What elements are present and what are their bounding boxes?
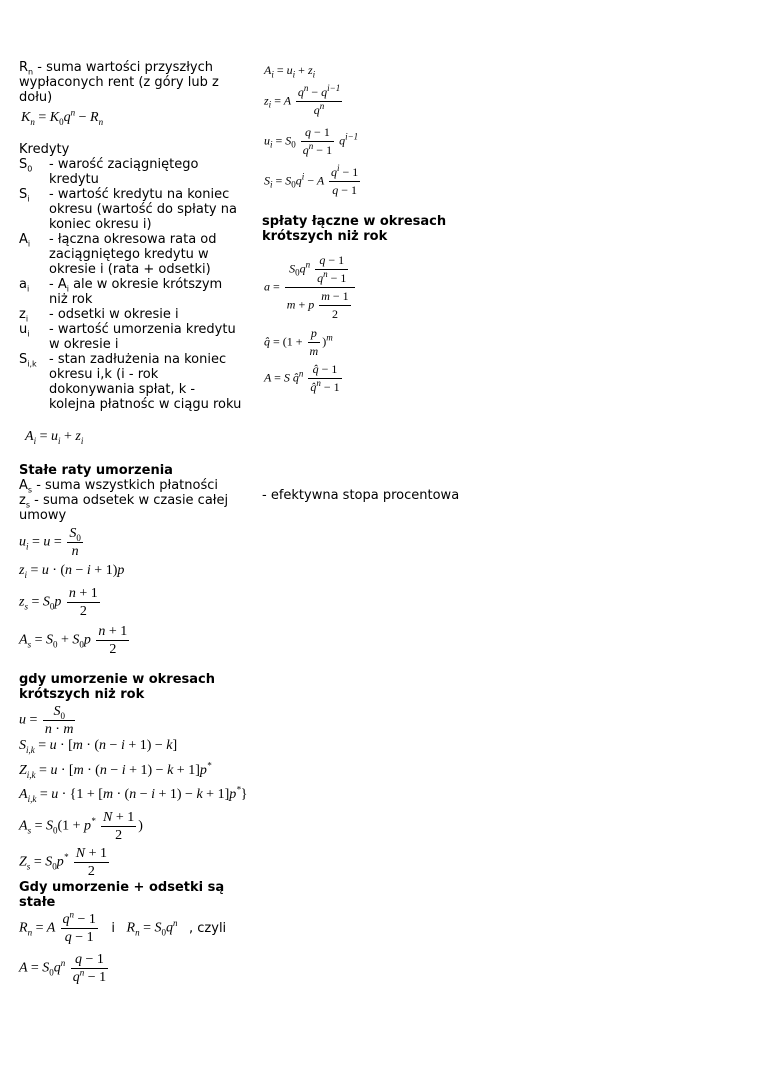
formula-a-short: a = $S_0q^n$ $\frac{q - 1}{q^n - 1}$ m + p $\frac{m - 1}{2}$ <box>264 252 357 323</box>
gdy-umorzenie-heading: gdy umorzenie w okresach krótszych niż rok <box>19 672 216 702</box>
formula-rn-annuity: $R_n = A$ $\frac{q^n - 1}{q - 1}$ i $R_n = S_0q^n$ , czyli <box>19 909 227 945</box>
gdy-stale-heading: Gdy umorzenie + odsetki są stałe <box>19 880 225 910</box>
formula-a-annuity: $A = S_0q^n$ $\frac{q - 1}{q^n - 1}$ <box>19 952 107 985</box>
splaty-heading: spłaty łączne w okresach krótszych niż rok <box>262 214 447 244</box>
formula-kn: $K_n = K_0q^n - R_n$ <box>21 107 104 127</box>
formula-aik: $A_{i,k} = u \cdot \{1 + [m \cdot (n - i + 1) - k + 1]p^*\}$ <box>19 784 248 804</box>
formula-as: $A_s = S_0 + S_0p$ $\frac{n + 1}{2}$ <box>19 624 128 657</box>
formula-qhat: q̂ = (1 + $\frac{p}{m}$ )$^m$ <box>264 326 333 358</box>
stale-raty-heading: Stałe raty umorzenia <box>19 463 173 478</box>
formula-u-short: u = $\frac{S_0}{n \cdot m}$ <box>19 704 74 737</box>
formula-sik: $S_{i,k} = u \cdot [m \cdot (n - i + 1) - k]$ <box>19 738 178 755</box>
formula-zik: $Z_{i,k} = u \cdot [m \cdot (n - i + 1) - k + 1]p^*$ <box>19 760 212 780</box>
zs-definition: $z_s$ - suma odsetek w czasie całej umowy <box>19 493 229 523</box>
formula-zs-short: $Z_s = S_0p^*$ $\frac{N + 1}{2}$ <box>19 846 107 879</box>
formula-ai-right: $A_i = u_i + z_i$ <box>264 63 316 80</box>
formula-ai-sum: $A_i = u_i + z_i$ <box>25 429 84 446</box>
as-definition: $A_s$ - suma wszystkich płatności <box>19 478 218 495</box>
formula-zi-right: $z_i = A$ $\frac{q^n - q^{i-1}}{q^n}$ <box>264 83 341 117</box>
czyli-text: , czyli <box>189 920 227 936</box>
formula-ui-const: $u_i = u$ = $\frac{S_0}{n}$ <box>19 526 81 559</box>
rn-definition: $R_n$ - suma wartości przyszłych wypłaconych rent (z góry lub z dołu) <box>19 60 219 105</box>
formula-zs: $z_s = S_0p$ $\frac{n + 1}{2}$ <box>19 586 98 619</box>
connector-i: i <box>111 920 116 936</box>
kredyty-heading: Kredyty <box>19 142 70 157</box>
formula-as-short: $A_s = S_0(1 + p^*$ $\frac{N + 1}{2}$ ) <box>19 810 143 843</box>
formula-zi-const: $z_i = u \cdot (n - i + 1)p$ <box>19 563 125 580</box>
efektywna-label: - efektywna stopa procentowa <box>262 488 460 503</box>
formula-a-hat: A = S q̂$^n$ $\frac{q̂ - 1}{q̂^n - 1}$ <box>264 362 340 394</box>
formula-ui-right: $u_i = S_0$ $\frac{q - 1}{q^n - 1}$ $q^{i-1}$ <box>264 125 359 157</box>
formula-si-right: $S_i = S_0q^i - A$ $\frac{q^i - 1}{q - 1}$ <box>264 163 359 197</box>
